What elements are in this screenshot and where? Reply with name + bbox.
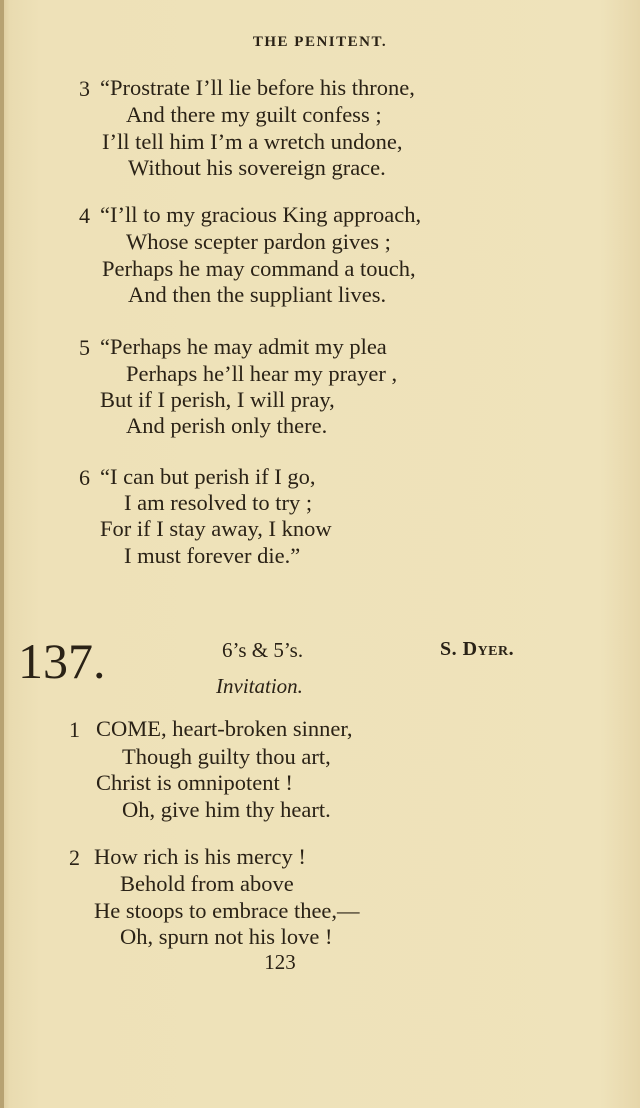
verse-line: “I’ll to my gracious King approach, [100, 202, 422, 227]
verse-line: Oh, spurn not his love ! [120, 924, 333, 949]
verse-line: “Perhaps he may admit my plea [100, 334, 387, 359]
hymn-meter: 6’s & 5’s. [222, 638, 304, 662]
verse-line: Oh, give him thy heart. [122, 797, 331, 822]
verse-number: 3 [79, 76, 90, 101]
verse-line: I am resolved to try ; [124, 490, 313, 515]
verse-line: Though guilty thou art, [122, 744, 331, 769]
running-header: THE PENITENT. [252, 34, 388, 50]
verse-number: 5 [79, 335, 90, 360]
verse-line: Perhaps he may command a touch, [102, 256, 416, 281]
verse-line: But if I perish, I will pray, [100, 387, 335, 412]
verse-number: 6 [79, 465, 90, 490]
verse-line: For if I stay away, I know [100, 516, 332, 541]
verse-line: COME, heart-broken sinner, [96, 716, 353, 741]
verse-number: 2 [69, 845, 80, 870]
verse-line: Whose scepter pardon gives ; [126, 229, 391, 254]
verse-line: “Prostrate I’ll lie before his throne, [100, 75, 415, 100]
verse-line: “I can but perish if I go, [100, 464, 316, 489]
verse-line: He stoops to embrace thee,— [94, 898, 360, 923]
verse-number: 4 [79, 203, 90, 228]
verse-line: And then the suppliant lives. [128, 282, 387, 307]
verse-line: And perish only there. [126, 413, 328, 438]
verse-line: Without his sovereign grace. [128, 155, 386, 180]
verse-line: And there my guilt confess ; [126, 102, 382, 127]
hymn-subtitle: Invitation. [216, 674, 303, 698]
page-number: 123 [264, 950, 296, 974]
hymn-author: S. Dyer. [440, 638, 515, 660]
hymn-number: 137. [18, 633, 106, 689]
verse-line: Christ is omnipotent ! [96, 770, 293, 795]
verse-line: I’ll tell him I’m a wretch undone, [102, 129, 403, 154]
page-edge [0, 0, 4, 1108]
verse-line: I must forever die.” [124, 543, 301, 568]
verse-line: Behold from above [120, 871, 294, 896]
verse-line: Perhaps he’ll hear my prayer , [126, 361, 398, 386]
verse-number: 1 [69, 717, 80, 742]
verse-line: How rich is his mercy ! [94, 844, 306, 869]
